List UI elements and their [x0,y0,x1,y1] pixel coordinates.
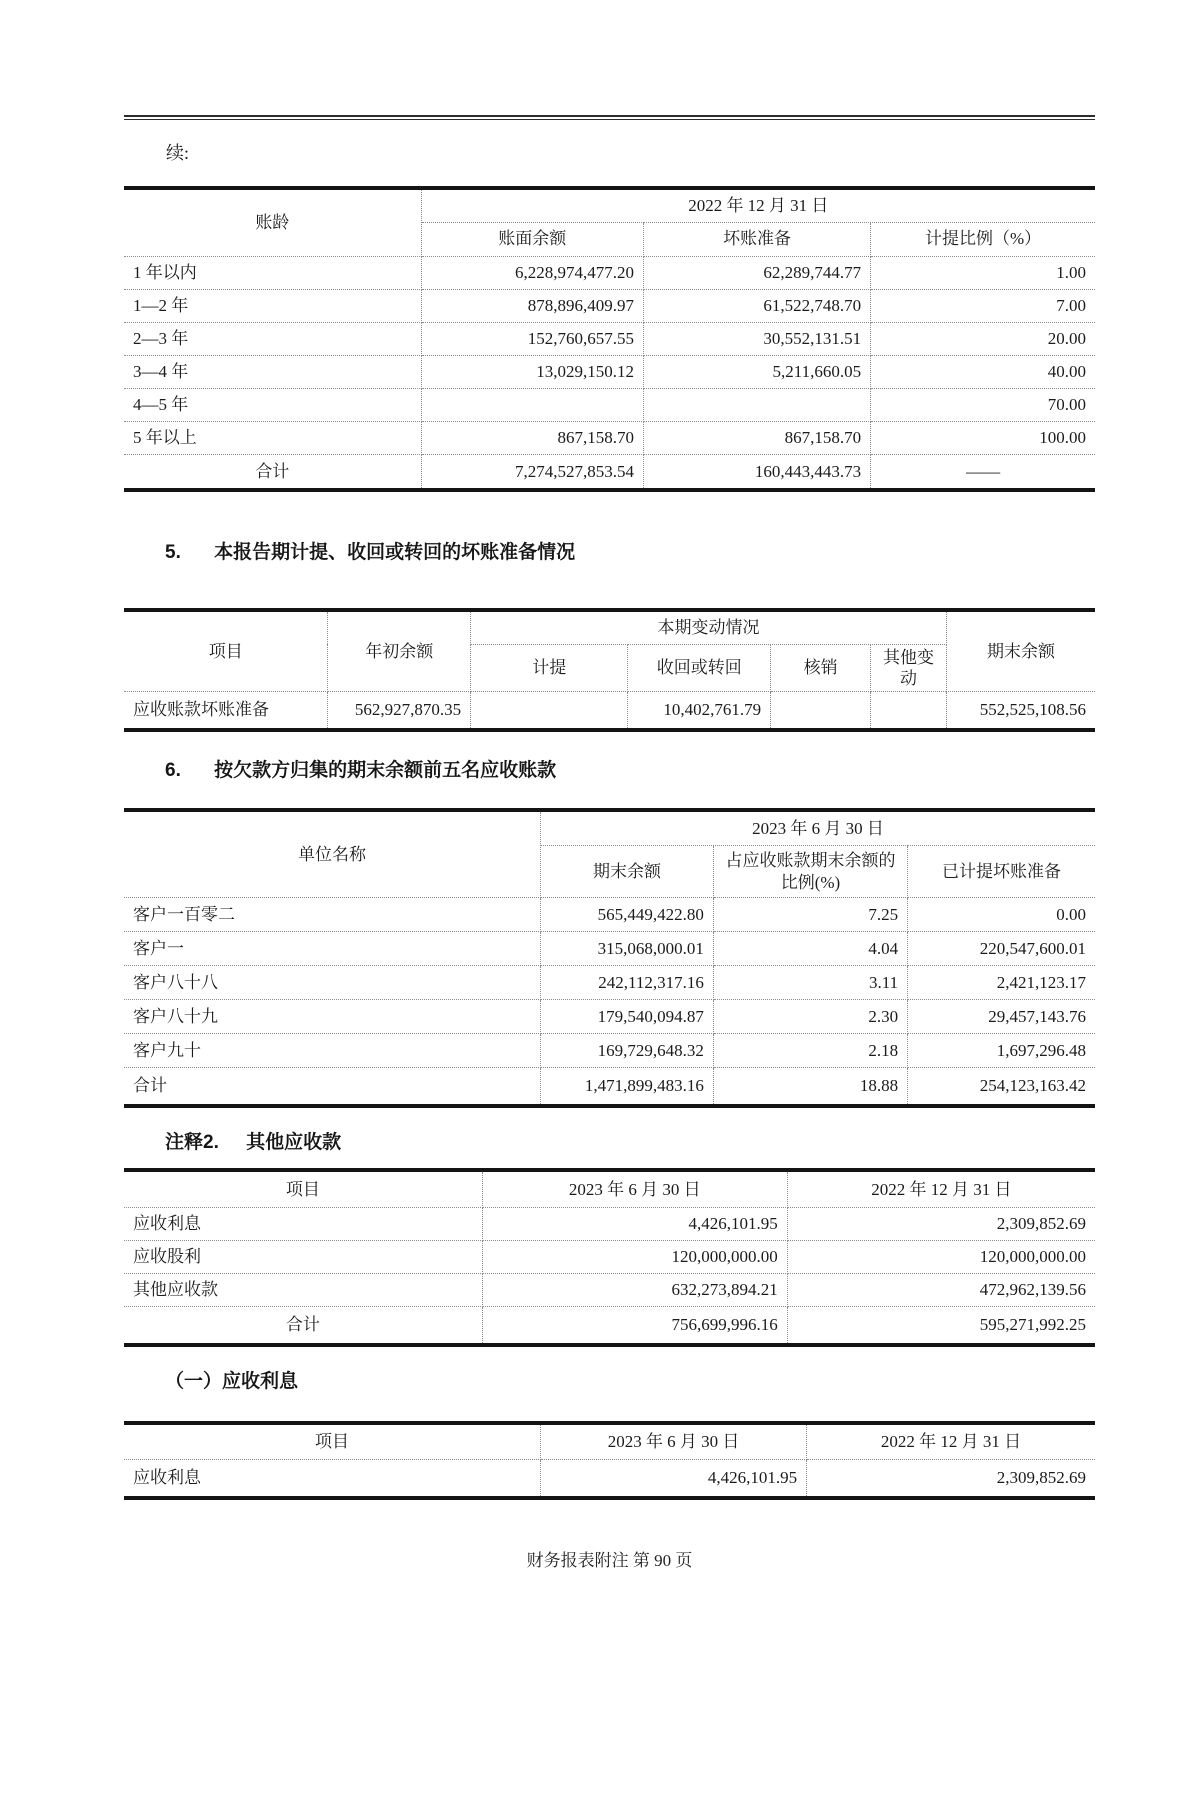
provision-cell: 0.00 [908,898,1095,932]
entity-cell: 客户八十八 [124,966,541,1000]
col-header-2022: 2022 年 12 月 31 日 [787,1170,1095,1208]
writeoff-cell [771,692,871,730]
table-row [124,1000,1095,1034]
table-header-row [124,1170,1095,1208]
table-row [124,388,1095,421]
page-header-rule [124,115,1095,120]
table-total-row [124,454,1095,490]
value-2022-cell: 2,309,852.69 [807,1460,1095,1498]
table-row [124,1274,1095,1307]
provision-cell: 1,697,296.48 [908,1034,1095,1068]
table-row [124,932,1095,966]
ratio-cell: 2.18 [713,1034,907,1068]
item-cell: 应收股利 [124,1241,482,1274]
table-row [124,322,1095,355]
col-header-item: 项目 [124,610,328,692]
col-header-opening: 年初余额 [328,610,471,692]
interest-receivable-table [124,1421,1095,1500]
col-header-aging: 账龄 [124,188,421,256]
col-header-2022: 2022 年 12 月 31 日 [807,1423,1095,1460]
section-title: 其他应收款 [246,1131,342,1153]
ratio-cell: 2.30 [713,1000,907,1034]
aging-cell: 1—2 年 [124,289,421,322]
table-header-row [124,610,1095,644]
closing-cell: 242,112,317.16 [541,966,714,1000]
value-2022-cell: 472,962,139.56 [787,1274,1095,1307]
table-row [124,1460,1095,1498]
closing-cell: 565,449,422.80 [541,898,714,932]
accrual-cell [471,692,628,730]
table-header-row [124,188,1095,222]
opening-cell: 562,927,870.35 [328,692,471,730]
table-header-row [124,1423,1095,1460]
section-title: 按欠款方归集的期末余额前五名应收账款 [214,759,557,781]
col-header-ratio: 计提比例（%） [871,222,1095,256]
value-2022-cell: 120,000,000.00 [787,1241,1095,1274]
total-label-cell: 合计 [124,1068,541,1106]
section-number: 注释2. [165,1131,219,1153]
table-total-row [124,1068,1095,1106]
col-header-closing: 期末余额 [541,846,714,898]
table-row [124,421,1095,454]
closing-cell: 552,525,108.56 [946,692,1095,730]
table-row [124,898,1095,932]
ratio-cell: 40.00 [871,355,1095,388]
ratio-cell: 100.00 [871,421,1095,454]
section6-heading [124,758,1095,784]
interest-heading [124,1369,1095,1395]
col-header-entity: 单位名称 [124,810,541,898]
table-row [124,692,1095,730]
col-header-item: 项目 [124,1170,482,1208]
balance-cell: 867,158.70 [421,421,643,454]
provision-cell: 254,123,163.42 [908,1068,1095,1106]
table-row [124,256,1095,289]
table-row [124,966,1095,1000]
aging-cell: 4—5 年 [124,388,421,421]
item-cell: 应收利息 [124,1460,541,1498]
ratio-cell: 3.11 [713,966,907,1000]
col-header-balance: 账面余额 [421,222,643,256]
value-2022-cell: 2,309,852.69 [787,1208,1095,1241]
entity-cell: 客户八十九 [124,1000,541,1034]
provision-movement-table [124,608,1095,732]
value-2022-cell: 595,271,992.25 [787,1307,1095,1345]
other-cell [871,692,947,730]
provision-cell: 867,158.70 [643,421,870,454]
item-cell: 应收利息 [124,1208,482,1241]
balance-cell: 7,274,527,853.54 [421,454,643,490]
total-label-cell: 合计 [124,1307,482,1345]
entity-cell: 客户九十 [124,1034,541,1068]
col-header-recovery: 收回或转回 [628,644,771,692]
balance-cell [421,388,643,421]
col-header-period: 2023 年 6 月 30 日 [541,810,1095,846]
aging-cell: 3—4 年 [124,355,421,388]
ratio-cell: 7.25 [713,898,907,932]
section-title: 本报告期计提、收回或转回的坏账准备情况 [214,542,576,563]
note2-heading [124,1130,1095,1156]
section-title: （一）应收利息 [165,1370,299,1392]
provision-cell: 220,547,600.01 [908,932,1095,966]
aging-table [124,186,1095,492]
provision-cell [643,388,870,421]
provision-cell: 29,457,143.76 [908,1000,1095,1034]
aging-cell: 2—3 年 [124,322,421,355]
ratio-cell: 70.00 [871,388,1095,421]
continued-label: 续: [166,143,190,163]
provision-cell: 30,552,131.51 [643,322,870,355]
other-receivables-table [124,1168,1095,1347]
table-total-row [124,1307,1095,1345]
closing-cell: 169,729,648.32 [541,1034,714,1068]
value-2023-cell: 4,426,101.95 [482,1208,787,1241]
page-footer: 财务报表附注 第 90 页 [526,1550,693,1570]
provision-cell: 61,522,748.70 [643,289,870,322]
col-header-accrual: 计提 [471,644,628,692]
col-header-item: 项目 [124,1423,541,1460]
col-header-change-group: 本期变动情况 [471,610,947,644]
ratio-cell: 4.04 [713,932,907,966]
col-header-period: 2022 年 12 月 31 日 [421,188,1095,222]
value-2023-cell: 4,426,101.95 [541,1460,807,1498]
col-header-closing: 期末余额 [946,610,1095,692]
col-header-2023: 2023 年 6 月 30 日 [482,1170,787,1208]
entity-cell: 客户一百零二 [124,898,541,932]
value-2023-cell: 756,699,996.16 [482,1307,787,1345]
table-row [124,1208,1095,1241]
section-number: 5. [165,542,181,563]
provision-cell: 62,289,744.77 [643,256,870,289]
value-2023-cell: 120,000,000.00 [482,1241,787,1274]
ratio-cell: 20.00 [871,322,1095,355]
closing-cell: 1,471,899,483.16 [541,1068,714,1106]
col-header-provision: 已计提坏账准备 [908,846,1095,898]
table-row [124,1241,1095,1274]
ratio-cell: 18.88 [713,1068,907,1106]
col-header-provision: 坏账准备 [643,222,870,256]
col-header-other: 其他变动 [871,644,947,692]
col-header-2023: 2023 年 6 月 30 日 [541,1423,807,1460]
closing-cell: 315,068,000.01 [541,932,714,966]
table-row [124,289,1095,322]
document-page [0,115,1200,1571]
item-cell: 应收账款坏账准备 [124,692,328,730]
entity-cell: 客户一 [124,932,541,966]
col-header-ratio: 占应收账款期末余额的比例(%) [713,846,907,898]
ratio-cell: 7.00 [871,289,1095,322]
provision-cell: 5,211,660.05 [643,355,870,388]
ratio-cell: 1.00 [871,256,1095,289]
table-header-row [124,810,1095,846]
item-cell: 其他应收款 [124,1274,482,1307]
aging-cell: 1 年以内 [124,256,421,289]
total-label-cell: 合计 [124,454,421,490]
table-row [124,1034,1095,1068]
closing-cell: 179,540,094.87 [541,1000,714,1034]
balance-cell: 878,896,409.97 [421,289,643,322]
balance-cell: 6,228,974,477.20 [421,256,643,289]
recovery-cell: 10,402,761.79 [628,692,771,730]
balance-cell: 152,760,657.55 [421,322,643,355]
section5-heading [124,540,1095,566]
top-five-receivables-table [124,808,1095,1108]
value-2023-cell: 632,273,894.21 [482,1274,787,1307]
section-number: 6. [165,759,181,781]
ratio-cell: —— [871,454,1095,490]
table-row [124,355,1095,388]
provision-cell: 2,421,123.17 [908,966,1095,1000]
balance-cell: 13,029,150.12 [421,355,643,388]
aging-cell: 5 年以上 [124,421,421,454]
provision-cell: 160,443,443.73 [643,454,870,490]
col-header-writeoff: 核销 [771,644,871,692]
